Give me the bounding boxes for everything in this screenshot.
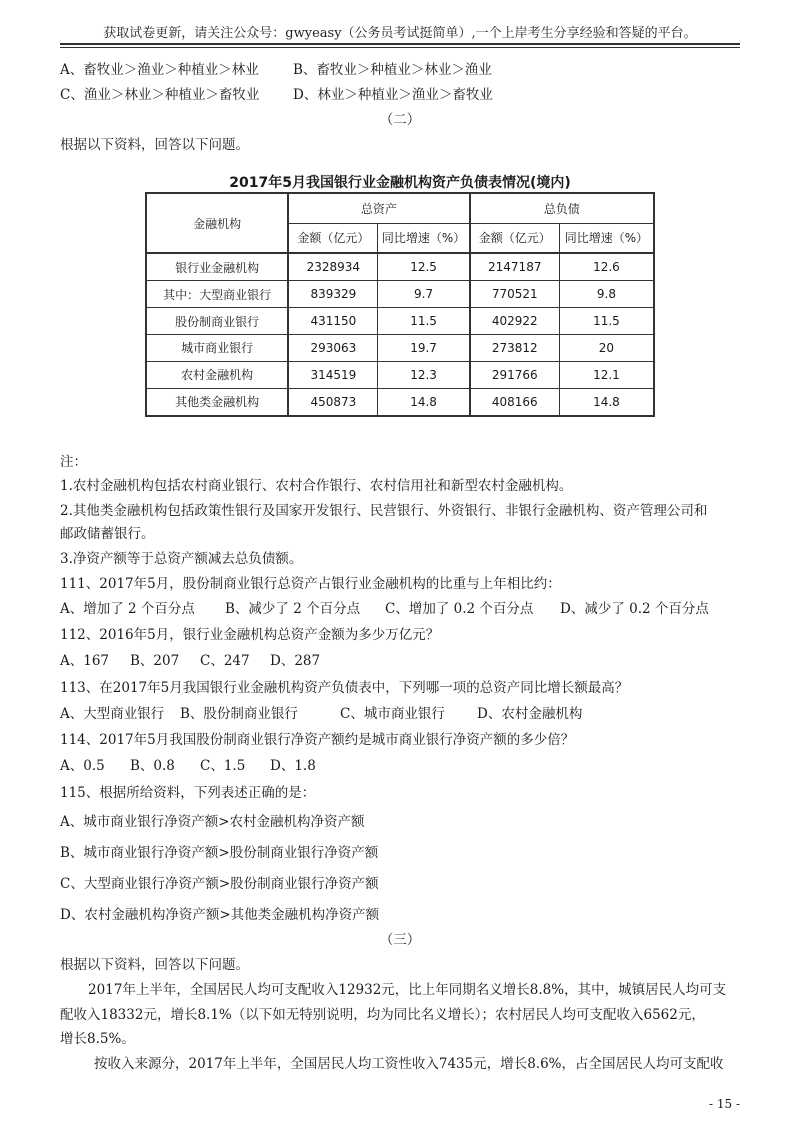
- section-intro-2: 根据以下资料，回答以下问题。: [60, 137, 249, 153]
- header-rule: [60, 47, 740, 48]
- q115-option-b: B、城市商业银行净资产额>股份制商业银行净资产额: [60, 845, 379, 861]
- cell-assets-growth: 19.7: [378, 334, 470, 361]
- cell-institution: 农村金融机构: [146, 361, 288, 388]
- question-111: 111、2017年5月，股份制商业银行总资产占银行业金融机构的比重与上年相比约：: [60, 576, 561, 592]
- q113-option-b: B、股份制商业银行: [180, 706, 298, 722]
- prev-option-d: D、林业＞种植业＞渔业＞畜牧业: [293, 87, 493, 103]
- cell-liabilities-growth: 12.6: [559, 253, 654, 281]
- q111-option-b: B、减少了 2 个百分点: [225, 601, 361, 617]
- page-number: - 15 -: [708, 1097, 740, 1111]
- header-liabilities-amount: 金额（亿元）: [470, 223, 560, 253]
- cell-institution: 银行业金融机构: [146, 253, 288, 281]
- header-rule: [60, 43, 740, 45]
- cell-assets-growth: 14.8: [378, 388, 470, 416]
- cell-assets: 839329: [288, 281, 378, 308]
- q112-option-c: C、247: [200, 653, 250, 669]
- section-intro-3: 根据以下资料，回答以下问题。: [60, 957, 249, 973]
- cell-assets-growth: 9.7: [378, 281, 470, 308]
- q115-option-a: A、城市商业银行净资产额>农村金融机构净资产额: [60, 814, 365, 830]
- cell-liabilities: 770521: [470, 281, 560, 308]
- page-header: 获取试卷更新，请关注公众号：gwyeasy（公务员考试挺简单）,一个上岸考生分享经验和答疑的平台。: [103, 26, 697, 41]
- q111-option-c: C、增加了 0.2 个百分点: [385, 601, 534, 617]
- prev-option-a: A、畜牧业＞渔业＞种植业＞林业: [60, 62, 259, 78]
- header-liabilities-growth: 同比增速（%）: [559, 223, 654, 253]
- cell-assets: 314519: [288, 361, 378, 388]
- q115-option-c: C、大型商业银行净资产额>股份制商业银行净资产额: [60, 876, 379, 892]
- header-assets-amount: 金额（亿元）: [288, 223, 378, 253]
- cell-liabilities: 408166: [470, 388, 560, 416]
- note-2: 2.其他类金融机构包括政策性银行及国家开发银行、民营银行、外资银行、非银行金融机构、资产管理公司和: [60, 503, 708, 519]
- cell-assets: 431150: [288, 308, 378, 335]
- prev-option-b: B、畜牧业＞种植业＞林业＞渔业: [293, 62, 492, 78]
- header-assets-growth: 同比增速（%）: [378, 223, 470, 253]
- question-113: 113、在2017年5月我国银行业金融机构资产负债表中，下列哪一项的总资产同比增长额最高？: [60, 680, 629, 696]
- paragraph-1-line-2: 配收入18332元，增长8.1%（以下如无特别说明，均为同比名义增长）；农村居民人均可支配收入6562元，: [60, 1007, 705, 1023]
- question-114: 114、2017年5月我国股份制商业银行净资产额约是城市商业银行净资产额的多少倍？: [60, 732, 575, 748]
- table-row: [146, 281, 654, 308]
- table-row: [146, 334, 654, 361]
- q114-option-c: C、1.5: [200, 758, 246, 774]
- q112-option-d: D、287: [270, 653, 321, 669]
- q112-option-b: B、207: [130, 653, 180, 669]
- paragraph-2-line-1: 按收入来源分，2017年上半年，全国居民人均工资性收入7435元，增长8.6%，占全国居民人均可支配收: [94, 1056, 724, 1072]
- cell-liabilities-growth: 9.8: [559, 281, 654, 308]
- q112-option-a: A、167: [60, 653, 110, 669]
- section-heading-2: （二）: [379, 112, 421, 128]
- table-row: [146, 308, 654, 335]
- q111-option-d: D、减少了 0.2 个百分点: [560, 601, 709, 617]
- cell-liabilities: 402922: [470, 308, 560, 335]
- q115-option-d: D、农村金融机构净资产额>其他类金融机构净资产额: [60, 907, 380, 923]
- cell-liabilities-growth: 14.8: [559, 388, 654, 416]
- q113-option-c: C、城市商业银行: [340, 706, 445, 722]
- header-institution: 金融机构: [146, 193, 288, 253]
- q114-option-d: D、1.8: [270, 758, 316, 774]
- note-1: 1.农村金融机构包括农村商业银行、农村合作银行、农村信用社和新型农村金融机构。: [60, 478, 573, 494]
- question-115: 115、根据所给资料，下列表述正确的是：: [60, 785, 316, 801]
- cell-liabilities-growth: 12.1: [559, 361, 654, 388]
- cell-assets: 450873: [288, 388, 378, 416]
- cell-liabilities-growth: 11.5: [559, 308, 654, 335]
- q111-option-a: A、增加了 2 个百分点: [60, 601, 195, 617]
- cell-assets-growth: 12.3: [378, 361, 470, 388]
- paragraph-1-line-3: 增长8.5%。: [60, 1031, 135, 1047]
- cell-institution: 股份制商业银行: [146, 308, 288, 335]
- cell-assets-growth: 12.5: [378, 253, 470, 281]
- q114-option-b: B、0.8: [130, 758, 175, 774]
- cell-institution: 其中：大型商业银行: [146, 281, 288, 308]
- cell-liabilities-growth: 20: [559, 334, 654, 361]
- cell-liabilities: 273812: [470, 334, 560, 361]
- paragraph-1-line-1: 2017年上半年，全国居民人均可支配收入12932元，比上年同期名义增长8.8%，其中，城镇居民人均可支: [88, 982, 727, 998]
- q113-option-d: D、农村金融机构: [477, 706, 583, 722]
- prev-option-c: C、渔业＞林业＞种植业＞畜牧业: [60, 87, 260, 103]
- table-row: [146, 388, 654, 416]
- cell-liabilities: 291766: [470, 361, 560, 388]
- cell-institution: 城市商业银行: [146, 334, 288, 361]
- header-total-liabilities: 总负债: [470, 193, 654, 223]
- section-heading-3: （三）: [379, 932, 421, 948]
- cell-liabilities: 2147187: [470, 253, 560, 281]
- header-total-assets: 总资产: [288, 193, 469, 223]
- q114-option-a: A、0.5: [60, 758, 105, 774]
- question-112: 112、2016年5月，银行业金融机构总资产金额为多少万亿元？: [60, 627, 440, 643]
- table-row: [146, 253, 654, 281]
- note-2-cont: 邮政储蓄银行。: [60, 526, 155, 542]
- cell-assets: 293063: [288, 334, 378, 361]
- cell-assets-growth: 11.5: [378, 308, 470, 335]
- table-title: 2017年5月我国银行业金融机构资产负债表情况(境内): [229, 175, 571, 191]
- table-row: [146, 361, 654, 388]
- cell-institution: 其他类金融机构: [146, 388, 288, 416]
- notes-label: 注：: [60, 454, 87, 470]
- q113-option-a: A、大型商业银行: [60, 706, 165, 722]
- note-3: 3.净资产额等于总资产额减去总负债额。: [60, 551, 303, 567]
- cell-assets: 2328934: [288, 253, 378, 281]
- balance-sheet-table: [145, 192, 655, 417]
